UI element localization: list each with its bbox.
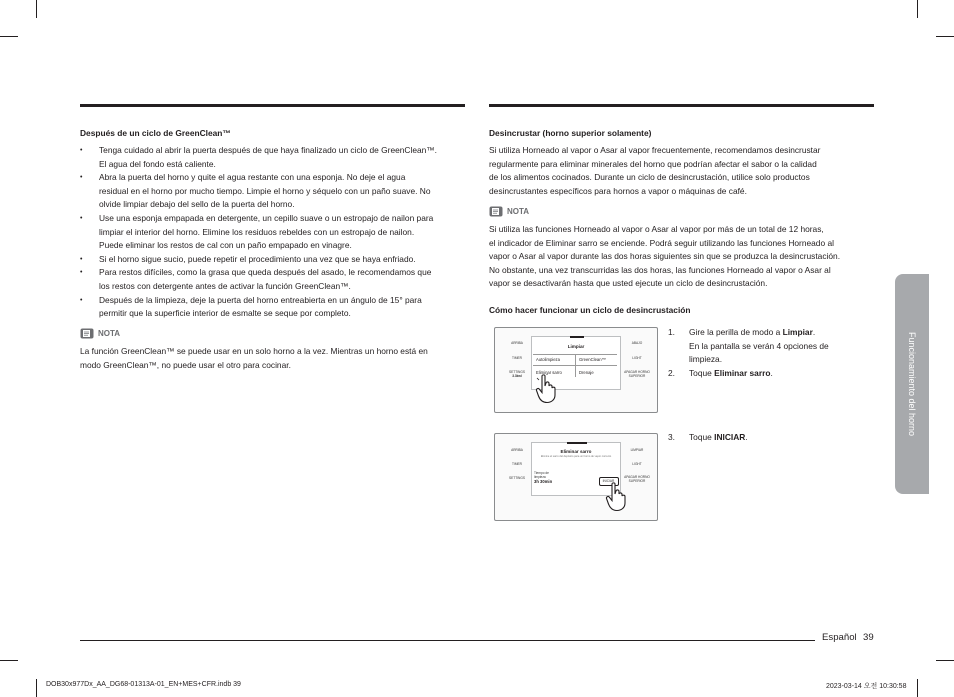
screen-subtitle: Elimine el sarro del depósito para un horno de vapor correcto [540, 455, 612, 458]
option-eliminar-sarro[interactable]: Eliminar sarro [536, 370, 562, 375]
right-label: APAGAR HORNO SUPERIOR [624, 370, 650, 378]
left-column-rule [80, 104, 465, 107]
hand-pointer-icon [605, 482, 631, 512]
page-number: 39 [863, 632, 874, 643]
left-label: SETTINGS [509, 476, 525, 480]
hand-pointer-icon [535, 374, 561, 404]
imprint-timestamp: 2023-03-14 오전 10:30:58 [826, 683, 907, 690]
list-item: • Después de la limpieza, deje la puerta del horno entreabierta en un ángulo de 15° para permitir que la superficie interior de esmalte se seque por completo. [80, 294, 470, 321]
right-label: LIMPIAR [630, 448, 644, 452]
time-label: Tiempo de limpieza [534, 471, 549, 479]
left-label: 3.3kwl [512, 374, 522, 378]
option-drenaje[interactable]: Drenaje [579, 370, 594, 375]
display-top-bar [570, 336, 584, 338]
note-icon [489, 206, 503, 217]
note-label-left: NOTA [80, 328, 120, 339]
list-item: • Abra la puerta del horno y quite el agua restante con una esponja. No deje el agua residual en el horno por mucho tiempo. Limpie el horno y séquelo con un paño suave. No olvide limpiar debajo del sello de la puerta del horno. [80, 171, 470, 212]
time-value: 3h 30min [534, 479, 553, 484]
crop-mark [36, 679, 37, 697]
screen-title: Eliminar sarro [560, 449, 592, 454]
crop-mark [0, 660, 18, 661]
left-label: ARRIBA [511, 448, 523, 452]
divider [575, 355, 576, 377]
crop-mark [936, 660, 954, 661]
descaling-intro: Si utiliza Horneado al vapor o Asar al vapor frecuentemente, recomendamos desincrustar regularmente para eliminar minerales del horno que podrían afectar el sabor o la calidad de los alimentos cocinados. Durante un ciclo de desincrustación, utilice solo productos desincrustantes específicos para hornos a vapor o máquinas de café. [489, 145, 821, 196]
subheading-how-to-descale: Cómo hacer funcionar un ciclo de desincrustación [489, 305, 691, 315]
footer-rule [80, 640, 815, 641]
right-label: LIGHT [632, 462, 642, 466]
step-1: 1. Gire la perilla de modo a Limpiar. En la pantalla se verán 4 opciones de limpieza. [668, 327, 829, 365]
section-heading-after-greenclean: Después de un ciclo de GreenClean™ [80, 128, 231, 138]
list-item: • Tenga cuidado al abrir la puerta después de que haya finalizado un ciclo de GreenClean™. El agua del fondo está caliente. [80, 144, 470, 171]
control-panel-screen-clean [494, 327, 658, 413]
step-2: 2. Toque Eliminar sarro. [668, 368, 773, 378]
right-label: ABAJO [631, 341, 643, 345]
list-item: • Para restos difíciles, como la grasa que queda después del asado, le recomendamos que los restos con detergente antes de activar la función GreenClean™. [80, 266, 470, 293]
right-label: APAGAR HORNO SUPERIOR [624, 475, 650, 483]
screen-title: Limpiar [567, 344, 585, 349]
list-item: • Si el horno sigue sucio, puede repetir el procedimiento una vez que se haya enfriado. [80, 253, 470, 267]
section-heading-descaling: Desincrustar (horno superior solamente) [489, 128, 652, 138]
display-top-bar [567, 442, 587, 444]
start-button-label: INICIAR [602, 479, 615, 483]
right-label: LIGHT [632, 356, 642, 360]
list-item: • Use una esponja empapada en detergente, un cepillo suave o un estropajo de nailon para limpiar el interior del horno. Elimine los residuos rebeldes con un estropajo de nailon. Puede eliminar los restos de cal con un paño empapado en vinagre. [80, 212, 470, 253]
crop-mark [936, 36, 954, 37]
crop-mark [0, 36, 18, 37]
step-3: 3. Toque INICIAR. [668, 432, 748, 442]
left-label: SETTINGS [509, 370, 525, 374]
left-label: TIMER [512, 462, 522, 466]
control-panel-screen-descale [494, 433, 658, 521]
crop-mark [917, 0, 918, 18]
note-text-left: La función GreenClean™ se puede usar en un solo horno a la vez. Mientras un horno está en modo GreenClean™, no puede usar el otro para cocinar. [80, 346, 428, 370]
option-greenclean[interactable]: GreenClean™ [579, 357, 606, 362]
right-column-rule [489, 104, 874, 107]
crop-mark [36, 0, 37, 18]
left-label: TIMER [512, 356, 522, 360]
chapter-side-tab [895, 274, 929, 494]
note-icon [80, 328, 94, 339]
crop-mark [917, 679, 918, 697]
after-greenclean-list [80, 144, 470, 321]
imprint-file: DOB30x977Dx_AA_DG68-01313A-01_EN+MES+CFR.indb 39 [46, 681, 241, 688]
footer-language: Español [822, 632, 857, 643]
note-text-right: Si utiliza las funciones Horneado al vapor o Asar al vapor por más de un total de 12 horas, el indicador de Eliminar sarro se enciende. Podrá seguir utilizando las funciones Horneado al vapor o Asar al vapor durante las dos horas siguientes sin que se produzca la desincrustación. No obstante, una vez transcurridas las dos horas, las funciones Horneado al vapor o Asar al vapor se desactivarán hasta que usted ejecute un ciclo de desincrustación. [489, 224, 841, 289]
note-label-right: NOTA [489, 206, 529, 217]
left-label: ARRIBA [511, 341, 523, 345]
option-autolimpieza[interactable]: Autolimpieza [536, 357, 560, 362]
chapter-side-tab-label: Funcionamiento del horno [907, 331, 917, 437]
